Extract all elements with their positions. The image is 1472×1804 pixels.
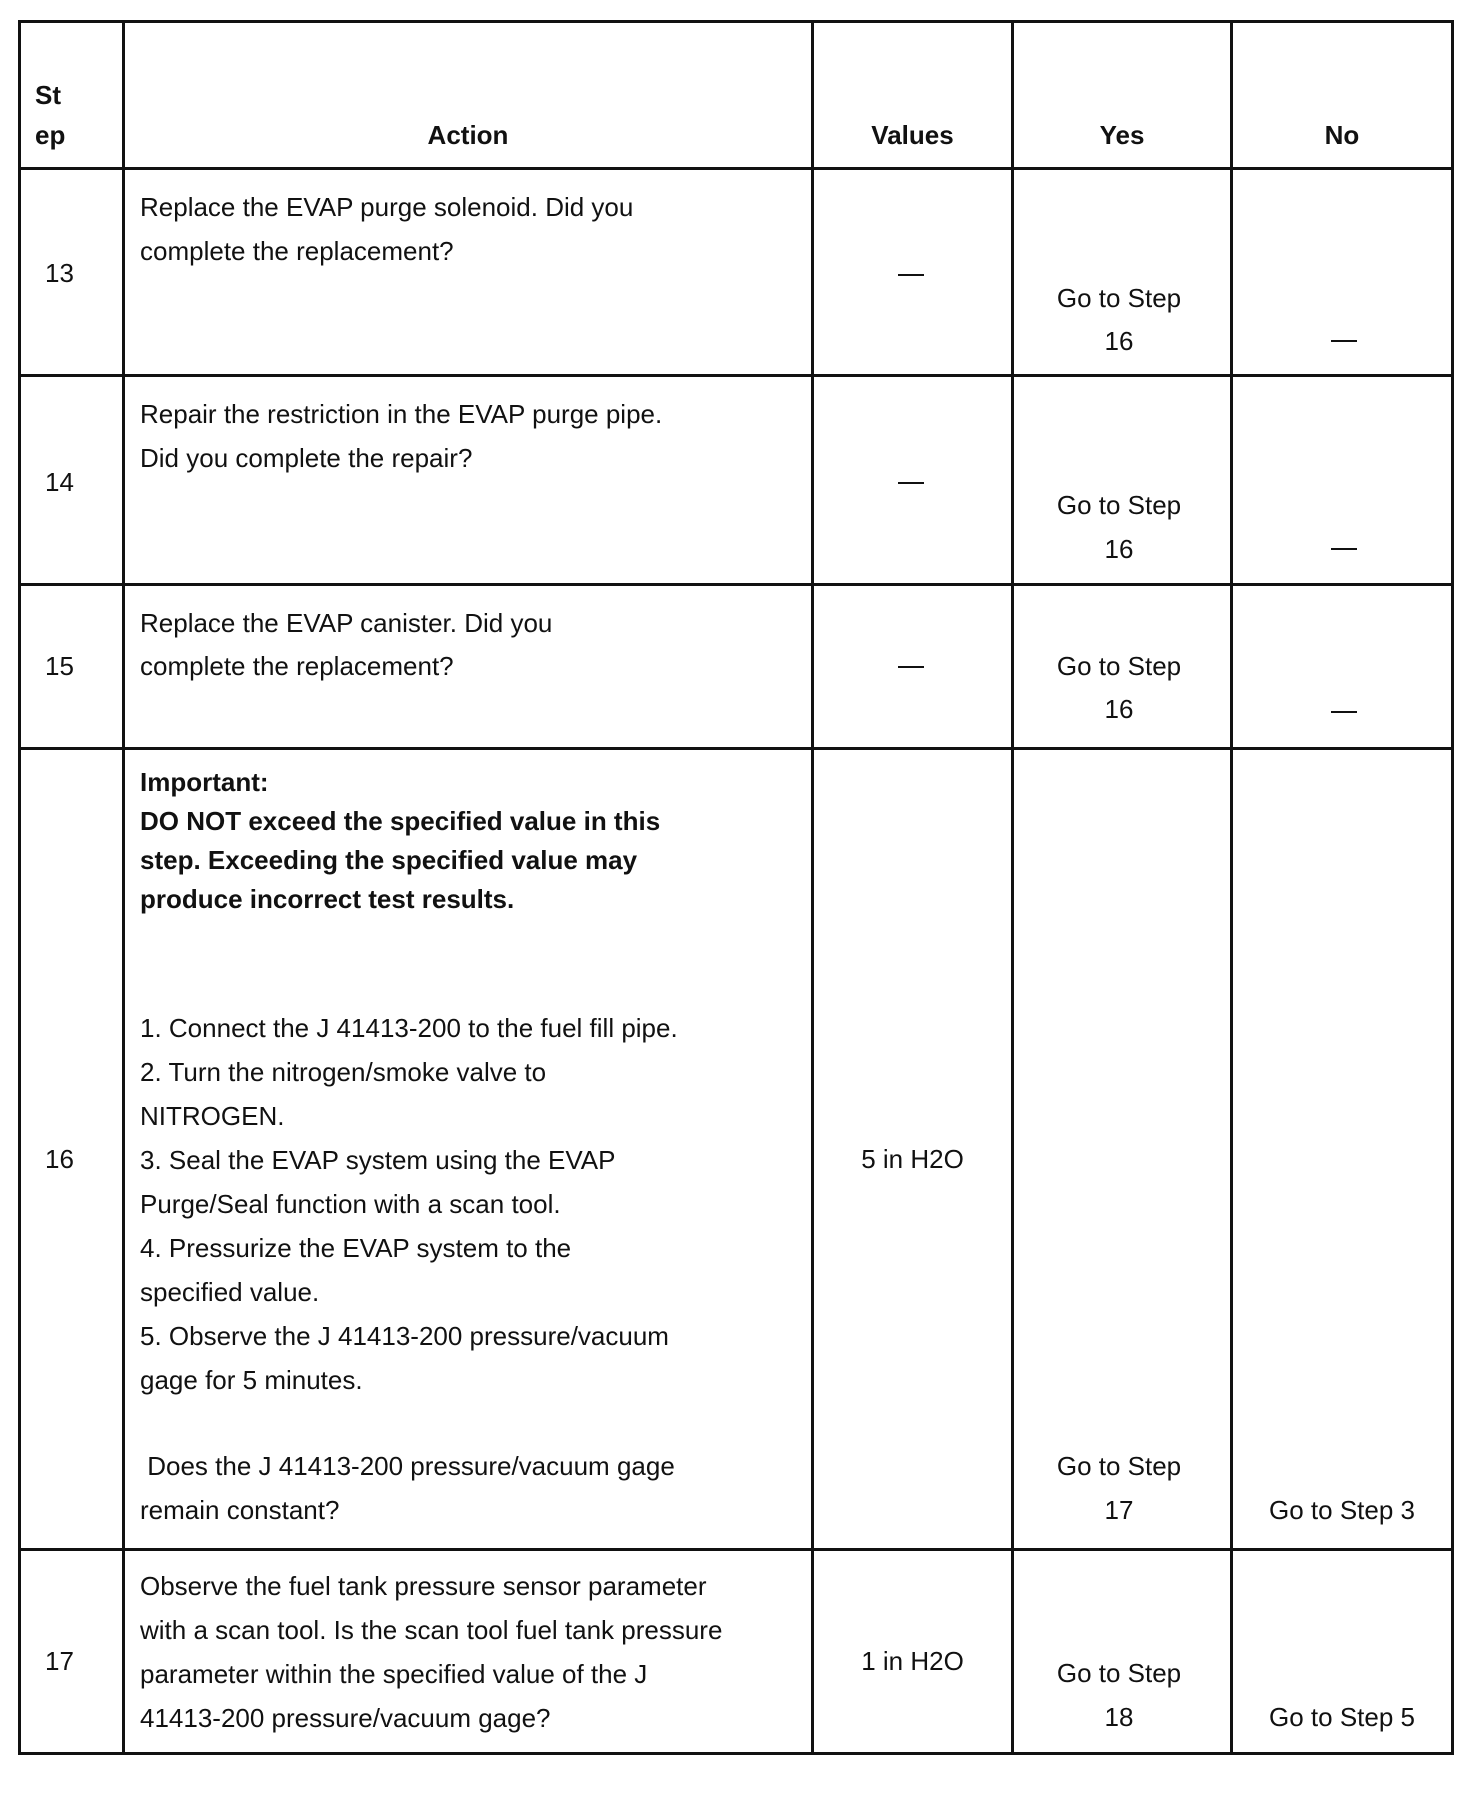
- action-line: 41413-200 pressure/vacuum gage?: [140, 1703, 551, 1733]
- procedure-line: gage for 5 minutes.: [140, 1365, 363, 1395]
- value-dash: [898, 666, 924, 668]
- column-divider: [122, 23, 125, 1752]
- value-dash: [898, 274, 924, 276]
- row-divider: [21, 1548, 1451, 1551]
- header-values: Values: [871, 120, 954, 150]
- header-step-line2: ep: [35, 120, 66, 150]
- column-divider: [811, 23, 814, 1752]
- no-dash: [1331, 548, 1357, 550]
- question-line: Does the J 41413-200 pressure/vacuum gage: [140, 1451, 675, 1481]
- header-no: No: [1324, 120, 1360, 150]
- procedure-line: Purge/Seal function with a scan tool.: [140, 1189, 561, 1219]
- no-dash: [1331, 711, 1357, 713]
- no-text: Go to Step 5: [1269, 1702, 1415, 1732]
- important-line: step. Exceeding the specified value may: [140, 845, 638, 875]
- step-number: 16: [45, 1144, 74, 1174]
- procedure-line: 2. Turn the nitrogen/smoke valve to: [140, 1057, 547, 1087]
- yes-line2: 16: [1104, 326, 1134, 356]
- yes-line2: 18: [1104, 1702, 1134, 1732]
- yes-line1: Go to Step: [1056, 651, 1182, 681]
- procedure-line: 3. Seal the EVAP system using the EVAP: [140, 1145, 616, 1175]
- yes-line1: Go to Step: [1056, 1658, 1182, 1688]
- action-line: Observe the fuel tank pressure sensor parameter: [140, 1571, 707, 1601]
- yes-line2: 16: [1104, 534, 1134, 564]
- header-action: Action: [427, 120, 509, 150]
- yes-line1: Go to Step: [1056, 283, 1182, 313]
- procedure-line: specified value.: [140, 1277, 320, 1307]
- procedure-line: 4. Pressurize the EVAP system to the: [140, 1233, 572, 1263]
- row-divider: [21, 374, 1451, 377]
- step-number: 17: [45, 1646, 74, 1676]
- action-line: Replace the EVAP purge solenoid. Did you: [140, 192, 634, 222]
- row-divider: [21, 583, 1451, 586]
- yes-line2: 16: [1104, 694, 1134, 724]
- yes-line1: Go to Step: [1056, 1451, 1182, 1481]
- action-line: Replace the EVAP canister. Did you: [140, 608, 553, 638]
- header-yes: Yes: [1099, 120, 1145, 150]
- important-line: produce incorrect test results.: [140, 884, 515, 914]
- yes-line2: 17: [1104, 1495, 1134, 1525]
- value-text: 5 in H2O: [861, 1144, 964, 1174]
- procedure-line: 1. Connect the J 41413-200 to the fuel fill pipe.: [140, 1013, 678, 1043]
- value-dash: [898, 482, 924, 484]
- yes-line1: Go to Step: [1056, 490, 1182, 520]
- diagnostic-table: [18, 20, 1454, 1755]
- no-dash: [1331, 340, 1357, 342]
- no-text: Go to Step 3: [1269, 1495, 1415, 1525]
- action-line: complete the replacement?: [140, 236, 454, 266]
- value-text: 1 in H2O: [861, 1646, 964, 1676]
- procedure-line: NITROGEN.: [140, 1101, 285, 1131]
- step-number: 14: [45, 467, 74, 497]
- question-line: remain constant?: [140, 1495, 340, 1525]
- action-line: parameter within the specified value of the J: [140, 1659, 648, 1689]
- row-divider: [21, 747, 1451, 750]
- procedure-line: 5. Observe the J 41413-200 pressure/vacuum: [140, 1321, 669, 1351]
- important-title: Important:: [140, 767, 269, 797]
- action-line: with a scan tool. Is the scan tool fuel tank pressure: [140, 1615, 723, 1645]
- step-number: 15: [45, 651, 74, 681]
- step-number: 13: [45, 258, 74, 288]
- action-line: Did you complete the repair?: [140, 443, 473, 473]
- action-line: Repair the restriction in the EVAP purge pipe.: [140, 399, 663, 429]
- important-line: DO NOT exceed the specified value in this: [140, 806, 661, 836]
- header-step-line1: St: [35, 80, 61, 110]
- action-line: complete the replacement?: [140, 651, 454, 681]
- row-divider: [21, 167, 1451, 170]
